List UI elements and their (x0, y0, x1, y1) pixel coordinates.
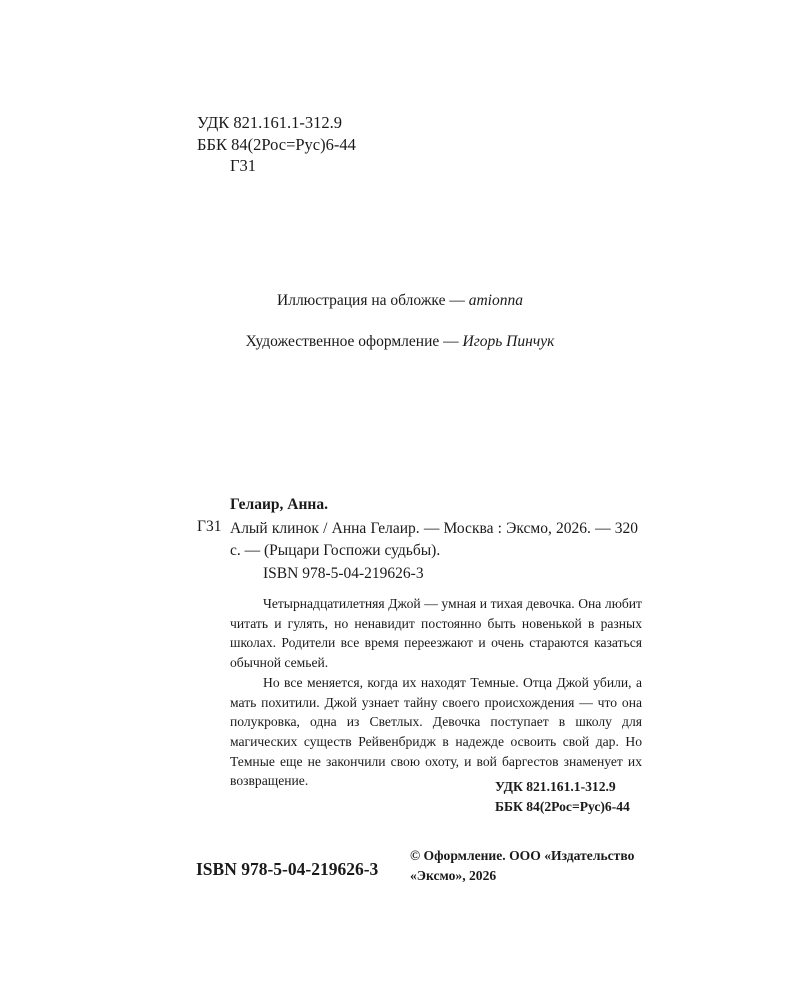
catalog-author: Гелаир, Анна. (230, 496, 328, 513)
copyright-notice: © Оформление. ООО «Издательство «Эксмо», 2026 (410, 848, 635, 883)
design-credit (0, 333, 800, 351)
design-label: Художественное оформление — (245, 333, 463, 350)
annotation (230, 594, 642, 791)
classification-block (197, 112, 356, 177)
illustration-credit (0, 292, 800, 310)
bottom-udk: УДК 821.161.1-312.9 (495, 779, 616, 794)
illustration-label: Иллюстрация на обложке — (277, 292, 469, 309)
author-mark: Г31 (230, 156, 257, 175)
catalog-code: Г31 (197, 518, 222, 535)
bbk-code: ББК 84(2Рос=Рус)6-44 (197, 134, 356, 154)
annotation-paragraph: Но все меняется, когда их находят Темные. Отца Джой убили, а мать похитили. Джой узнает тайну своего происхождения — что она полукровка, одна из Светлых. Девочка поступает в школу для магических существ Рейвенбридж в надежде освоить свой дар. Но Темные еще не закончили свою охоту, и вой баргестов знаменует их возвращение. (230, 674, 642, 789)
designer-name: Игорь Пинчук (462, 333, 555, 350)
udk-code: УДК 821.161.1-312.9 (197, 113, 343, 132)
bottom-classification (495, 777, 630, 816)
illustrator-name: amionna (468, 292, 523, 309)
catalog-isbn: ISBN 978-5-04-219626-3 (263, 565, 424, 582)
annotation-paragraph: Четырнадцатилетняя Джой — умная и тихая девочка. Она любит читать и гулять, но ненавидит постоянно быть новенькой в разных школах. Родители все время переезжают и очень стараются казаться обычной семьей. (230, 596, 642, 671)
footer-isbn: ISBN 978-5-04-219626-3 (196, 859, 379, 879)
catalog-description: Алый клинок / Анна Гелаир. — Москва : Эксмо, 2026. — 320 с. — (Рыцари Госпожи судьбы). (230, 520, 638, 559)
bottom-bbk: ББК 84(2Рос=Рус)6-44 (495, 798, 630, 814)
